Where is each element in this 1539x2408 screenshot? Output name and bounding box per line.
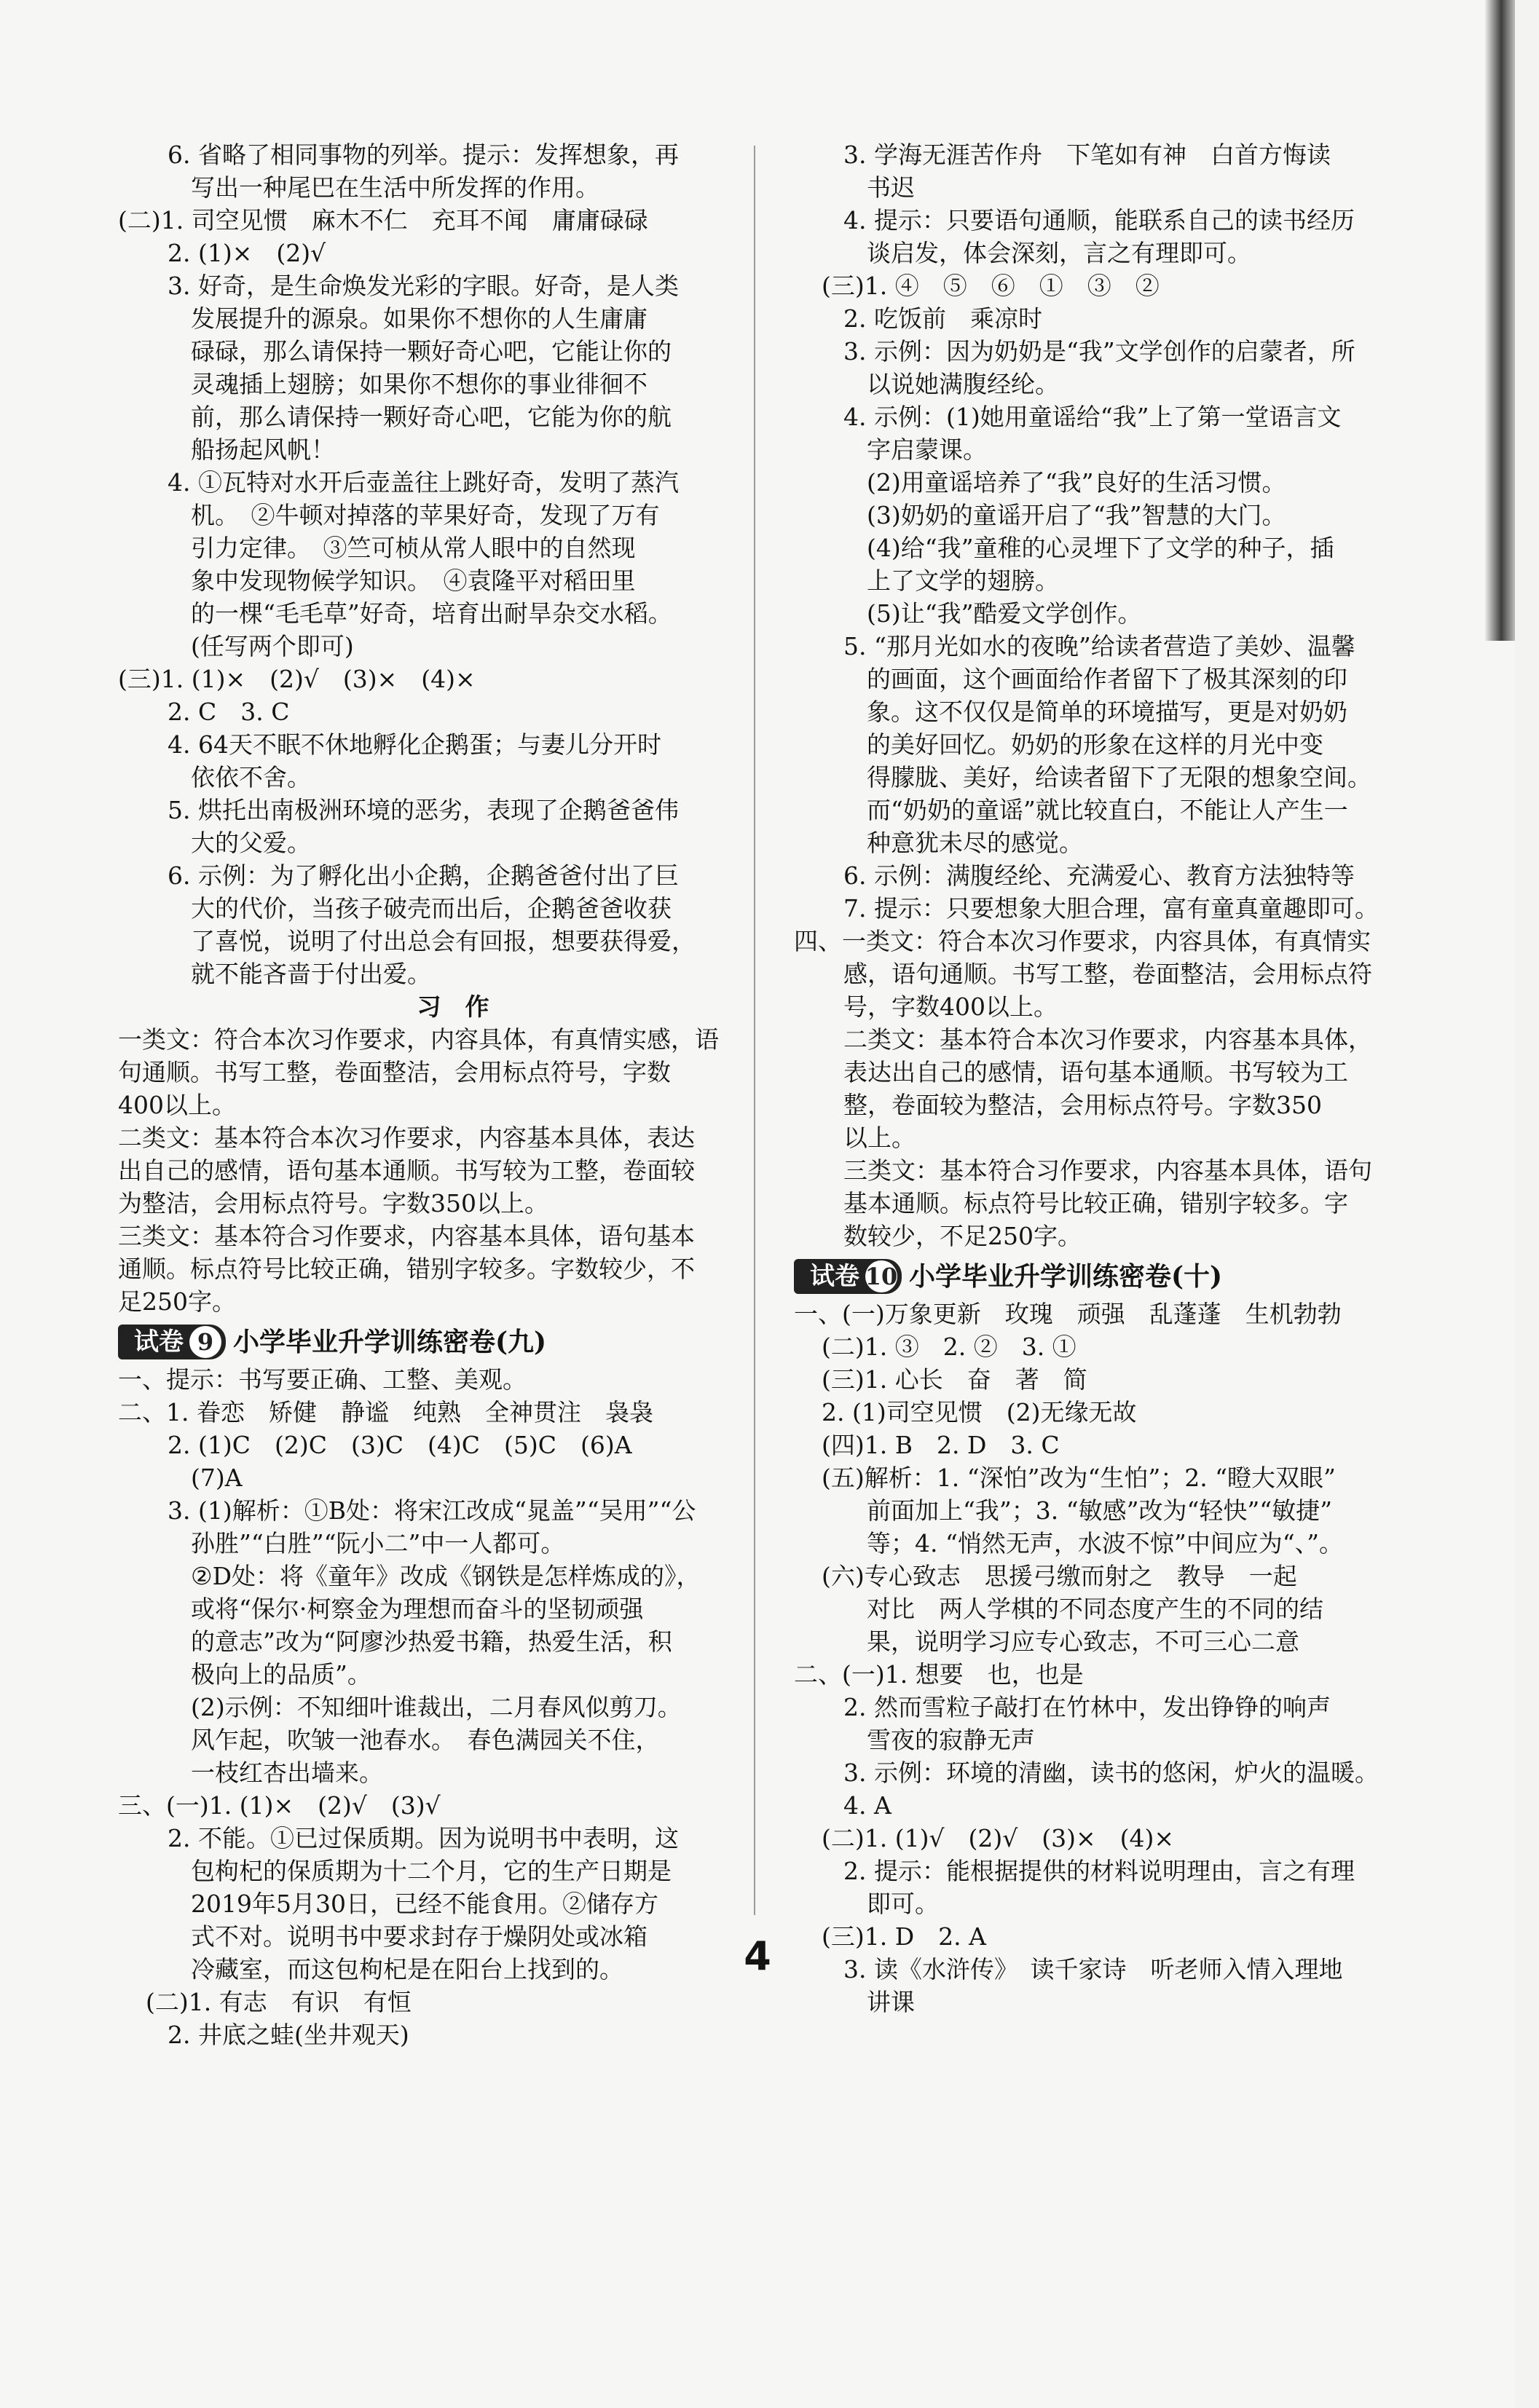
answer-line: 发展提升的源泉。如果你不想你的人生庸庸 — [191, 304, 648, 333]
page-edge-shadow — [1484, 0, 1515, 641]
answer-line: 的美好回忆。奶奶的形象在这样的月光中变 — [867, 730, 1323, 759]
answer-line: 依依不舍。 — [191, 763, 311, 792]
answer-line: 2. 不能。①已过保质期。因为说明书中表明，这 — [168, 1824, 679, 1852]
answer-line: 一、提示：书写要正确、工整、美观。 — [118, 1365, 527, 1394]
answer-line: 果，说明学习应专心致志，不可三心二意 — [867, 1627, 1299, 1656]
answer-line: 基本通顺。标点符号比较正确，错别字较多。字 — [843, 1189, 1348, 1217]
answer-line: 一、(一)万象更新 玫瑰 顽强 乱蓬蓬 生机勃勃 — [794, 1300, 1342, 1328]
answer-line: 四、一类文：符合本次习作要求，内容具体，有真情实 — [794, 927, 1371, 955]
answer-line: 谈启发，体会深刻，言之有理即可。 — [867, 239, 1251, 267]
answer-line: 包枸杞的保质期为十二个月，它的生产日期是 — [191, 1857, 672, 1885]
exam-title: 小学毕业升学训练密卷(十) — [909, 1260, 1223, 1292]
exam-number-circle: 9 — [189, 1326, 221, 1358]
answer-line: 二、1. 眷恋 矫健 静谧 纯熟 全神贯注 袅袅 — [118, 1398, 653, 1426]
answer-line: 等；4. “悄然无声，水波不惊”中间应为“、”。 — [867, 1529, 1343, 1558]
exam-badge: 试卷 10 — [794, 1259, 902, 1294]
answer-line: 足250字。 — [118, 1287, 236, 1316]
answer-line: 风乍起，吹皱一池春水。 春色满园关不住， — [191, 1726, 660, 1754]
answer-line: 了喜悦，说明了付出总会有回报，想要获得爱， — [191, 927, 696, 955]
answer-line: 出自己的感情，语句基本通顺。书写较为工整，卷面较 — [118, 1156, 695, 1185]
answer-line: (7)A — [191, 1464, 243, 1492]
answer-line: 得朦胧、美好，给读者留下了无限的想象空间。 — [867, 763, 1371, 792]
answer-line: 号，字数400以上。 — [843, 992, 1058, 1021]
answer-line: 的意志”改为“阿廖沙热爱书籍，热爱生活，积 — [191, 1627, 672, 1656]
answer-line: (三)1. (1)× (2)√ (3)× (4)× — [118, 665, 476, 693]
answer-line: 极向上的品质”。 — [191, 1660, 371, 1689]
answer-line: 二类文：基本符合本次习作要求，内容基本具体， — [843, 1025, 1372, 1054]
answer-line: 一类文：符合本次习作要求，内容具体，有真情实感，语 — [118, 1025, 719, 1054]
answer-line: 2. 提示：能根据提供的材料说明理由，言之有理 — [843, 1857, 1355, 1885]
exam-number-circle: 10 — [865, 1260, 897, 1292]
exam-title: 小学毕业升学训练密卷(九) — [233, 1326, 547, 1357]
answer-line: (二)1. (1)√ (2)√ (3)× (4)× — [822, 1824, 1175, 1852]
answer-line: 数较少，不足250字。 — [843, 1222, 1082, 1250]
answer-line: 4. 64天不眠不休地孵化企鹅蛋；与妻儿分开时 — [168, 730, 661, 759]
answer-line: 以说她满腹经纶。 — [867, 370, 1059, 398]
answer-line: (二)1. ③ 2. ② 3. ① — [822, 1333, 1076, 1361]
section-title-xizuo: 习 作 — [417, 992, 489, 1021]
answer-line: 象中发现物候学知识。 ④袁隆平对稻田里 — [191, 567, 636, 595]
answer-line: 表达出自己的感情，语句基本通顺。书写较为工 — [843, 1058, 1348, 1086]
answer-line: 2. C 3. C — [168, 698, 290, 726]
answer-line: 感，语句通顺。书写工整，卷面整洁，会用标点符 — [843, 960, 1372, 988]
answer-line: 字启蒙课。 — [867, 435, 987, 464]
answer-line: 象。这不仅仅是简单的环境描写，更是对奶奶 — [867, 698, 1347, 726]
answer-line: 即可。 — [867, 1890, 939, 1918]
answer-line: 5. “那月光如水的夜晚”给读者营造了美妙、温馨 — [843, 632, 1355, 660]
answer-line: 6. 示例：满腹经纶、充满爱心、教育方法独特等 — [843, 861, 1355, 890]
answer-line: 6. 省略了相同事物的列举。提示：发挥想象，再 — [168, 141, 679, 169]
answer-line: (2)示例：不知细叶谁裁出，二月春风似剪刀。 — [191, 1693, 682, 1721]
answer-line: 4. 示例：(1)她用童谣给“我”上了第一堂语言文 — [843, 403, 1342, 431]
answer-line: 式不对。说明书中要求封存于燥阴处或冰箱 — [191, 1922, 648, 1951]
answer-line: (五)解析：1. “深怕”改为“生怕”；2. “瞪大双眼” — [822, 1464, 1336, 1492]
answer-line: 3. 示例：环境的清幽，读书的悠闲，炉火的温暖。 — [843, 1758, 1379, 1787]
answer-line: (二)1. 有志 有识 有恒 — [146, 1988, 412, 2016]
left-writing-criteria — [118, 1023, 788, 1318]
answer-line: (三)1. ④ ⑤ ⑥ ① ③ ② — [822, 272, 1160, 300]
answer-line: 就不能吝啬于付出爱。 — [191, 960, 431, 988]
answer-line: 2. 然而雪粒子敲打在竹林中，发出铮铮的响声 — [843, 1693, 1331, 1721]
answer-line: 一枝红杏出墙来。 — [191, 1758, 383, 1787]
answer-line: 3. 学海无涯苦作舟 下笔如有神 白首方悔读 — [843, 141, 1331, 169]
right-answers-part2 — [794, 1298, 1464, 2018]
answer-line: 3. 示例：因为奶奶是“我”文学创作的启蒙者，所 — [843, 337, 1355, 366]
answer-line: 2. 吃饭前 乘凉时 — [843, 304, 1042, 333]
answer-line: 书迟 — [867, 173, 915, 202]
answer-line: 机。 ②牛顿对掉落的苹果好奇，发现了万有 — [191, 501, 660, 529]
page-number: 4 — [744, 1933, 771, 1979]
answer-line: 2. (1)司空见惯 (2)无缘无故 — [822, 1398, 1137, 1426]
answer-line: 的画面，这个画面给作者留下了极其深刻的印 — [867, 665, 1347, 693]
answer-line: (三)1. 心长 奋 著 简 — [822, 1365, 1087, 1394]
answer-line: 整，卷面较为整洁，会用标点符号。字数350 — [843, 1091, 1322, 1119]
answer-line: (二)1. 司空见惯 麻木不仁 充耳不闻 庸庸碌碌 — [118, 206, 648, 234]
answer-line: (任写两个即可) — [191, 632, 354, 660]
answer-line: 前，那么请保持一颗好奇心吧，它能为你的航 — [191, 403, 672, 431]
answer-line: 或将“保尔·柯察金为理想而奋斗的坚韧顽强 — [191, 1595, 644, 1623]
answer-line: 写出一种尾巴在生活中所发挥的作用。 — [191, 173, 599, 202]
answer-line: 4. A — [843, 1791, 891, 1820]
answer-line: 4. 提示：只要语句通顺，能联系自己的读书经历 — [843, 206, 1355, 234]
answer-line: 碌碌，那么请保持一颗好奇心吧，它能让你的 — [191, 337, 672, 366]
right-column — [794, 138, 1464, 2018]
answer-line: 二类文：基本符合本次习作要求，内容基本具体，表达 — [118, 1124, 695, 1152]
answer-line: (4)给“我”童稚的心灵埋下了文学的种子，插 — [867, 534, 1334, 562]
answer-line: 种意犹未尽的感觉。 — [867, 829, 1083, 857]
answer-line: 2. 井底之蛙(坐井观天) — [168, 2021, 409, 2049]
answer-line: ②D处：将《童年》改成《钢铁是怎样炼成的》， — [191, 1562, 701, 1590]
answer-line: 冷藏室，而这包枸杞是在阳台上找到的。 — [191, 1955, 623, 1983]
answer-line: 6. 示例：为了孵化出小企鹅，企鹅爸爸付出了巨 — [168, 861, 679, 890]
answer-line: 引力定律。 ③竺可桢从常人眼中的自然现 — [191, 534, 636, 562]
answer-line: 2019年5月30日，已经不能食用。②储存方 — [191, 1890, 658, 1918]
left-answers-part1 — [118, 138, 788, 990]
answer-line: 5. 烘托出南极洲环境的恶劣，表现了企鹅爸爸伟 — [168, 796, 679, 824]
answer-line: 前面加上“我”；3. “敏感”改为“轻快”“敏捷” — [867, 1496, 1332, 1525]
answer-line: 通顺。标点符号比较正确，错别字较多。字数较少，不 — [118, 1255, 695, 1283]
answer-line: 孙胜”“白胜”“阮小二”中一人都可。 — [191, 1529, 565, 1558]
answer-line: (四)1. B 2. D 3. C — [822, 1431, 1060, 1459]
answer-line: 雪夜的寂静无声 — [867, 1726, 1035, 1754]
answer-line: 7. 提示：只要想象大胆合理，富有童真童趣即可。 — [843, 894, 1379, 923]
right-answers-part1 — [794, 138, 1464, 1252]
answer-line: (5)让“我”酷爱文学创作。 — [867, 599, 1142, 628]
answer-line: 4. ①瓦特对水开后壶盖往上跳好奇，发明了蒸汽 — [168, 468, 679, 497]
answer-line: 三、(一)1. (1)× (2)√ (3)√ — [118, 1791, 441, 1820]
answer-line: 3. 读《水浒传》 读千家诗 听老师入情入理地 — [843, 1955, 1343, 1983]
answer-line: 400以上。 — [118, 1091, 236, 1119]
answer-line: (三)1. D 2. A — [822, 1922, 986, 1951]
answer-line: 大的代价，当孩子破壳而出后，企鹅爸爸收获 — [191, 894, 672, 923]
answer-line: (2)用童谣培养了“我”良好的生活习惯。 — [867, 468, 1286, 497]
answer-line: (六)专心致志 思援弓缴而射之 教导 一起 — [822, 1562, 1297, 1590]
answer-line: 而“奶奶的童谣”就比较直白，不能让人产生一 — [867, 796, 1348, 824]
exam-10-heading — [794, 1257, 1464, 1296]
answer-line: 三类文：基本符合习作要求，内容基本具体，语句基本 — [118, 1222, 695, 1250]
answer-line: 2. (1)× (2)√ — [168, 239, 326, 267]
answer-line: 为整洁，会用标点符号。字数350以上。 — [118, 1189, 548, 1217]
answer-line: 讲课 — [867, 1988, 915, 2016]
answer-line: 大的父爱。 — [191, 829, 311, 857]
answer-line: 对比 两人学棋的不同态度产生的不同的结 — [867, 1595, 1323, 1623]
answer-line: 三类文：基本符合习作要求，内容基本具体，语句 — [843, 1156, 1372, 1185]
answer-line: 上了文学的翅膀。 — [867, 567, 1059, 595]
answer-line: 2. (1)C (2)C (3)C (4)C (5)C (6)A — [168, 1431, 632, 1459]
answer-line: 3. 好奇，是生命焕发光彩的字眼。好奇，是人类 — [168, 272, 679, 300]
exam-9-heading — [118, 1322, 788, 1362]
answer-line: 的一棵“毛毛草”好奇，培育出耐旱杂交水稻。 — [191, 599, 672, 628]
answer-line: 二、(一)1. 想要 也，也是 — [794, 1660, 1084, 1689]
answer-line: 句通顺。书写工整，卷面整洁，会用标点符号，字数 — [118, 1058, 671, 1086]
exam-badge: 试卷 9 — [118, 1325, 226, 1359]
column-divider — [754, 146, 755, 1915]
left-column — [118, 138, 788, 2051]
answer-line: 船扬起风帆！ — [191, 435, 335, 464]
answer-line: 以上。 — [843, 1124, 916, 1152]
answer-line: (3)奶奶的童谣开启了“我”智慧的大门。 — [867, 501, 1286, 529]
answer-line: 3. (1)解析：①B处：将宋江改成“晁盖”“吴用”“公 — [168, 1496, 696, 1525]
answer-line: 灵魂插上翅膀；如果你不想你的事业徘徊不 — [191, 370, 648, 398]
